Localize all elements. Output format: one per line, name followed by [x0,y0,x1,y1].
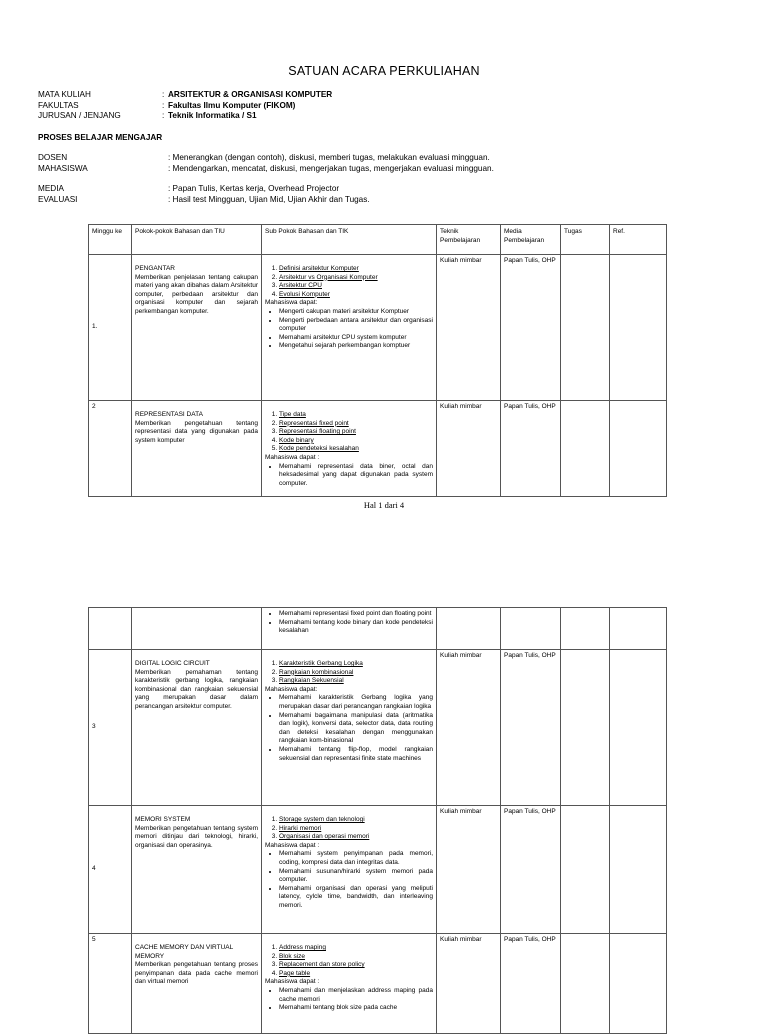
tik-intro: Mahasiswa dapat : [265,978,320,986]
tik-bullets [265,308,433,351]
pokok-cell [132,650,262,806]
tik-bullets [265,987,433,1013]
list-item: 4. Evolusi Komputer [279,291,433,300]
list-item: • Memahami representasi data biner, octal dan heksadesimal yang dapat digunakan pada system computer. [279,463,433,489]
list-item: 2. Hirarki memori [279,825,433,834]
media-cell: Papan Tulis, OHP [501,255,561,401]
list-item: 3. Representasi floating point [279,428,433,437]
topic-desc: Memberikan pengetahuan tentang system memori ditinjau dari teknologi, hirarki, organisasi dan operasinya. [135,824,258,849]
topic-title: CACHE MEMORY DAN VIRTUAL MEMORY [135,944,234,960]
table-row [89,934,667,1034]
tugas-cell [561,934,610,1034]
list-item: 1. Tipe data [279,411,433,420]
list-item: 4. Kode binary [279,437,433,446]
table-row [89,806,667,934]
section-title: PROSES BELAJAR MENGAJAR [38,133,163,142]
list-item: • Mengetahui sejarah perkembangan komptuer [279,342,433,351]
meta-value: Teknik Informatika / S1 [168,111,257,120]
pbm-value: : Hasil test Mingguan, Ujian Mid, Ujian Akhir dan Tugas. [168,194,370,204]
list-item: • Memahami tentang blok size pada cache [279,1004,433,1013]
pbm-label: DOSEN [38,153,68,162]
list-item: • Memahami system penyimpanan pada memori, coding, kompresi data dan integritas data. [279,850,433,867]
header-sub: Sub Pokok Bahasan dan TIK [262,225,437,255]
pokok-cell [132,401,262,497]
meta-label: JURUSAN / JENJANG [38,111,121,120]
pokok-cell [132,806,262,934]
ref-cell [610,255,667,401]
pbm-value: : Menerangkan (dengan contoh), diskusi, memberi tugas, melakukan evaluasi mingguan. [168,153,490,162]
page-footer: Hal 1 dari 4 [363,500,405,510]
pokok-cell [132,934,262,1034]
list-item: • Memahami susunan/hirarki system memori pada computer. [279,868,433,885]
header-teknik: Teknik Pembelajaran [437,225,501,255]
list-item: 3. Arsitektur CPU [279,282,433,291]
meta-row: JURUSAN / JENJANG : Teknik Informatika / S1 [38,111,257,120]
topic-title: DIGITAL LOGIC CIRCUIT [135,660,210,667]
tugas-cell [561,255,610,401]
table-row [89,650,667,806]
media-cell: Papan Tulis, OHP [501,401,561,497]
tik-intro: Mahasiswa dapat: [265,685,318,693]
document-page-2 [0,604,768,1024]
course-meta [38,90,332,122]
list-item: • Memahami representasi fixed point dan floating point [279,610,433,619]
list-item: 1. Address maping [279,944,433,953]
page-gap [0,530,768,604]
teknik-cell: Kuliah mimbar [437,401,501,497]
teknik-cell [437,608,501,650]
sub-items [265,411,433,454]
meta-label: MATA KULIAH [38,90,91,99]
sub-cell [262,934,437,1034]
ref-cell [610,608,667,650]
topic-title: REPRESENTASI DATA [135,411,203,418]
teknik-cell: Kuliah mimbar [437,934,501,1034]
meta-row: FAKULTAS : Fakultas Ilmu Komputer (FIKOM) [38,100,296,110]
topic-desc: Memberikan pengetahuan tentang representasi data yang digunakan pada system komputer [135,419,258,444]
tugas-cell [561,806,610,934]
list-item: • Memahami karakteristik Gerbang logika yang merupakan dasar dari perancangan rangkaian logika [279,694,433,711]
pbm-label: MEDIA [38,184,64,193]
sub-cell [262,650,437,806]
pbm-roles [38,153,494,174]
tik-bullets [265,610,433,636]
list-item: 5. Kode pendeteksi kesalahan [279,445,433,454]
pbm-value: : Mendengarkan, mencatat, diskusi, mengerjakan tugas, mengerjakan evaluasi mingguan. [168,163,494,173]
list-item: 2. Representasi fixed point [279,420,433,429]
list-item: • Memahami tentang flip-flop, model rangkaian sekuensial dan representasi finite state machines [279,746,433,763]
tik-intro: Mahasiswa dapat : [265,841,320,849]
list-item: 1. Storage system dan teknologi [279,816,433,825]
week-cell: 5 [89,934,132,1034]
list-item: • Memahami dan menjelaskan address maping pada cache memori [279,987,433,1004]
sap-table-page-1 [88,224,667,497]
list-item: 3. Rangkaian Sekuensial [279,677,433,686]
ref-cell [610,806,667,934]
list-item: 3. Replacement dan store policy [279,961,433,970]
tik-bullets [265,463,433,489]
tik-bullets [265,850,433,910]
sub-cell [262,806,437,934]
list-item: • Memahami tentang kode binary dan kode pendeteksi kesalahan [279,619,433,636]
pbm-value: : Papan Tulis, Kertas kerja, Overhead Projector [168,184,340,193]
tik-bullets [265,694,433,763]
list-item: 2. Blok size [279,953,433,962]
week-cell: 3 [89,650,132,806]
pbm-tools [38,184,370,205]
topic-desc: Memberikan pengetahuan tentang proses penyimpanan data pada cache memori dan virtual memori [135,961,258,986]
sub-items [265,265,433,299]
list-item: 4. Page table [279,970,433,979]
list-item: • Mengerti perbedaan antara arsitektur dan organisasi computer [279,317,433,334]
media-cell [501,608,561,650]
tugas-cell [561,608,610,650]
media-cell: Papan Tulis, OHP [501,934,561,1034]
table-row [89,401,667,497]
meta-value: Fakultas Ilmu Komputer (FIKOM) [168,100,296,110]
pokok-cell [132,608,262,650]
list-item: • Memahami arsitektur CPU system komputer [279,334,433,343]
list-item: 1. Definisi arsitektur Komputer [279,265,433,274]
topic-title: PENGANTAR [135,265,175,272]
ref-cell [610,401,667,497]
list-item: 2. Rangkaian kombinasional [279,669,433,678]
list-item: 3. Organisasi dan operasi memori [279,833,433,842]
teknik-cell: Kuliah mimbar [437,255,501,401]
header-ref: Ref. [610,225,667,255]
topic-desc: Memberikan pemahaman tentang karakteristik gerbang logika, rangkaian kombinasional dan rangkaian sekuensial yang merupakan dasar dalam perancangan arsitektur computer. [135,668,258,710]
table-row-continuation [89,608,667,650]
header-media: Media Pembelajaran [501,225,561,255]
header-tugas: Tugas [561,225,610,255]
sub-cell [262,401,437,497]
ref-cell [610,934,667,1034]
list-item: 1. Karakteristik Gerbang Logika [279,660,433,669]
list-item: 2. Arsitektur vs Organisasi Komputer [279,274,433,283]
sap-table-page-2 [88,607,667,1034]
table-header-row [89,225,667,255]
sub-cell [262,608,437,650]
topic-desc: Memberikan penjelasan tentang cakupan materi yang akan dibahas dalam Arsitektur computer, perbedaan arsitektur dan organisasi komputer dan sejarah perkembangan komputer. [135,273,258,315]
week-cell [89,608,132,650]
list-item: • Mengerti cakupan materi arsitektur Komptuer [279,308,433,317]
teknik-cell: Kuliah mimbar [437,806,501,934]
sub-items [265,816,433,842]
media-cell: Papan Tulis, OHP [501,650,561,806]
teknik-cell: Kuliah mimbar [437,650,501,806]
meta-label: FAKULTAS [38,100,79,110]
week-cell: 4 [89,806,132,934]
pokok-cell [132,255,262,401]
header-pokok: Pokok-pokok Bahasan dan TIU [132,225,262,255]
media-cell: Papan Tulis, OHP [501,806,561,934]
tugas-cell [561,401,610,497]
sub-items [265,944,433,978]
pbm-label: EVALUASI [38,194,78,204]
sub-cell [262,255,437,401]
table-row [89,255,667,401]
list-item: • Memahami organisasi dan operasi yang meliputi latency, cylcle time, bandwidth, dan interleaving memori. [279,885,433,911]
week-cell: 1. [89,255,132,401]
ref-cell [610,650,667,806]
header-week: Minggu ke [89,225,132,255]
week-cell: 2 [89,401,132,497]
document-title: SATUAN ACARA PERKULIAHAN [288,64,480,78]
tik-intro: Mahasiswa dapat : [265,453,320,461]
meta-row: MATA KULIAH : ARSITEKTUR & ORGANISASI KOMPUTER [38,90,333,99]
sub-items [265,660,433,686]
tugas-cell [561,650,610,806]
meta-value: ARSITEKTUR & ORGANISASI KOMPUTER [168,90,333,99]
pbm-label: MAHASISWA [38,163,88,173]
list-item: • Memahami bagaimana manipulasi data (aritmatika dan logik), konversi data, selector data, data routing dan deteksi kesalahan dengan menggunakan rangkaian kom-binasional [279,712,433,746]
topic-title: MEMORI SYSTEM [135,816,191,823]
tik-intro: Mahasiswa dapat: [265,299,318,307]
